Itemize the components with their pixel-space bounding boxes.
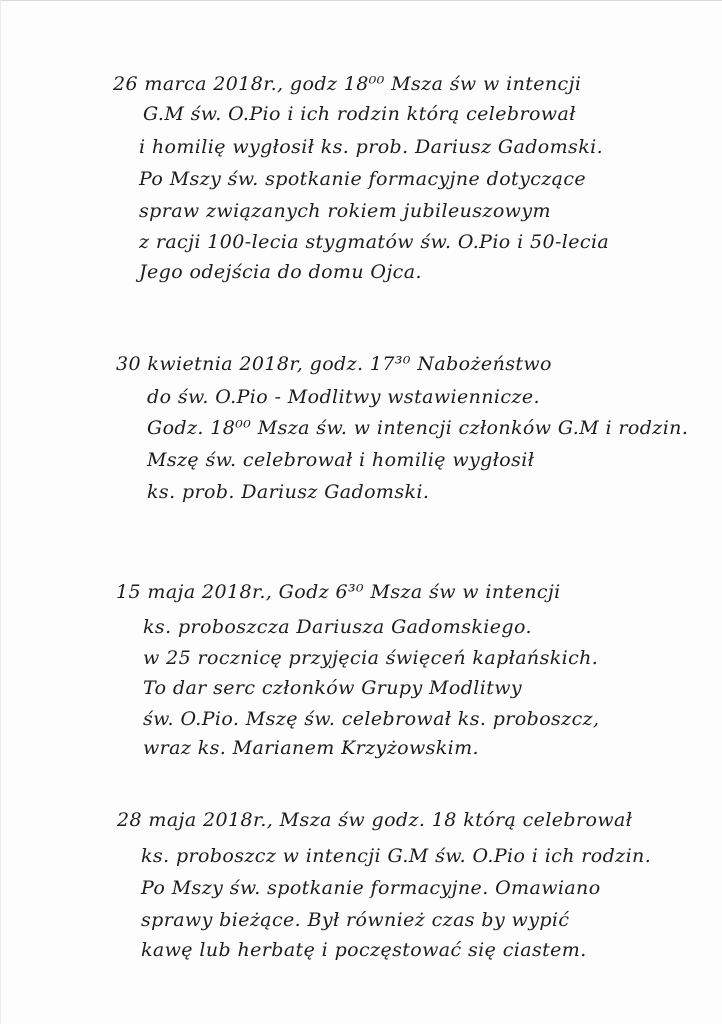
entry-line: kawę lub herbatę i poczęstować się ciastem.: [141, 939, 587, 961]
entry-line: św. O.Pio. Mszę św. celebrował ks. proboszcz,: [143, 708, 600, 730]
entry-line: z racji 100-lecia stygmatów św. O.Pio i 50-lecia: [139, 231, 610, 253]
entry-line: Mszę św. celebrował i homilię wygłosił: [147, 449, 535, 471]
entry-line: Godz. 18⁰⁰ Msza św. w intencji członków G.M i rodzin.: [147, 417, 689, 439]
entry-line: ks. proboszcz w intencji G.M św. O.Pio i ich rodzin.: [141, 845, 652, 867]
entry-line: G.M św. O.Pio i ich rodzin którą celebrował: [143, 103, 576, 125]
entry-line: Jego odejścia do domu Ojca.: [139, 261, 422, 283]
entry-line: 30 kwietnia 2018r, godz. 17³⁰ Nabożeństwo: [116, 353, 552, 375]
entry-line: spraw związanych rokiem jubileuszowym: [139, 200, 551, 222]
entry-line: ks. proboszcza Dariusza Gadomskiego.: [143, 616, 532, 638]
entry-line: sprawy bieżące. Był również czas by wypić: [141, 909, 570, 931]
entry-line: Po Mszy św. spotkanie formacyjne dotyczące: [139, 168, 587, 190]
entry-line: To dar serc członków Grupy Modlitwy: [143, 677, 523, 699]
entry-line: wraz ks. Marianem Krzyżowskim.: [143, 737, 480, 759]
entry-line: do św. O.Pio - Modlitwy wstawiennicze.: [147, 386, 540, 408]
entry-line: i homilię wygłosił ks. prob. Dariusz Gadomski.: [139, 136, 604, 158]
entry-line: w 25 rocznicę przyjęcia święceń kapłańskich.: [143, 647, 599, 669]
entry-line: Po Mszy św. spotkanie formacyjne. Omawiano: [141, 877, 601, 899]
entry-line: 15 maja 2018r., Godz 6³⁰ Msza św w intencji: [116, 581, 561, 603]
entry-line: ks. prob. Dariusz Gadomski.: [147, 481, 430, 503]
entry-line: 28 maja 2018r., Msza św godz. 18 którą celebrował: [117, 809, 633, 831]
entry-line: 26 marca 2018r., godz 18⁰⁰ Msza św w intencji: [113, 73, 582, 95]
